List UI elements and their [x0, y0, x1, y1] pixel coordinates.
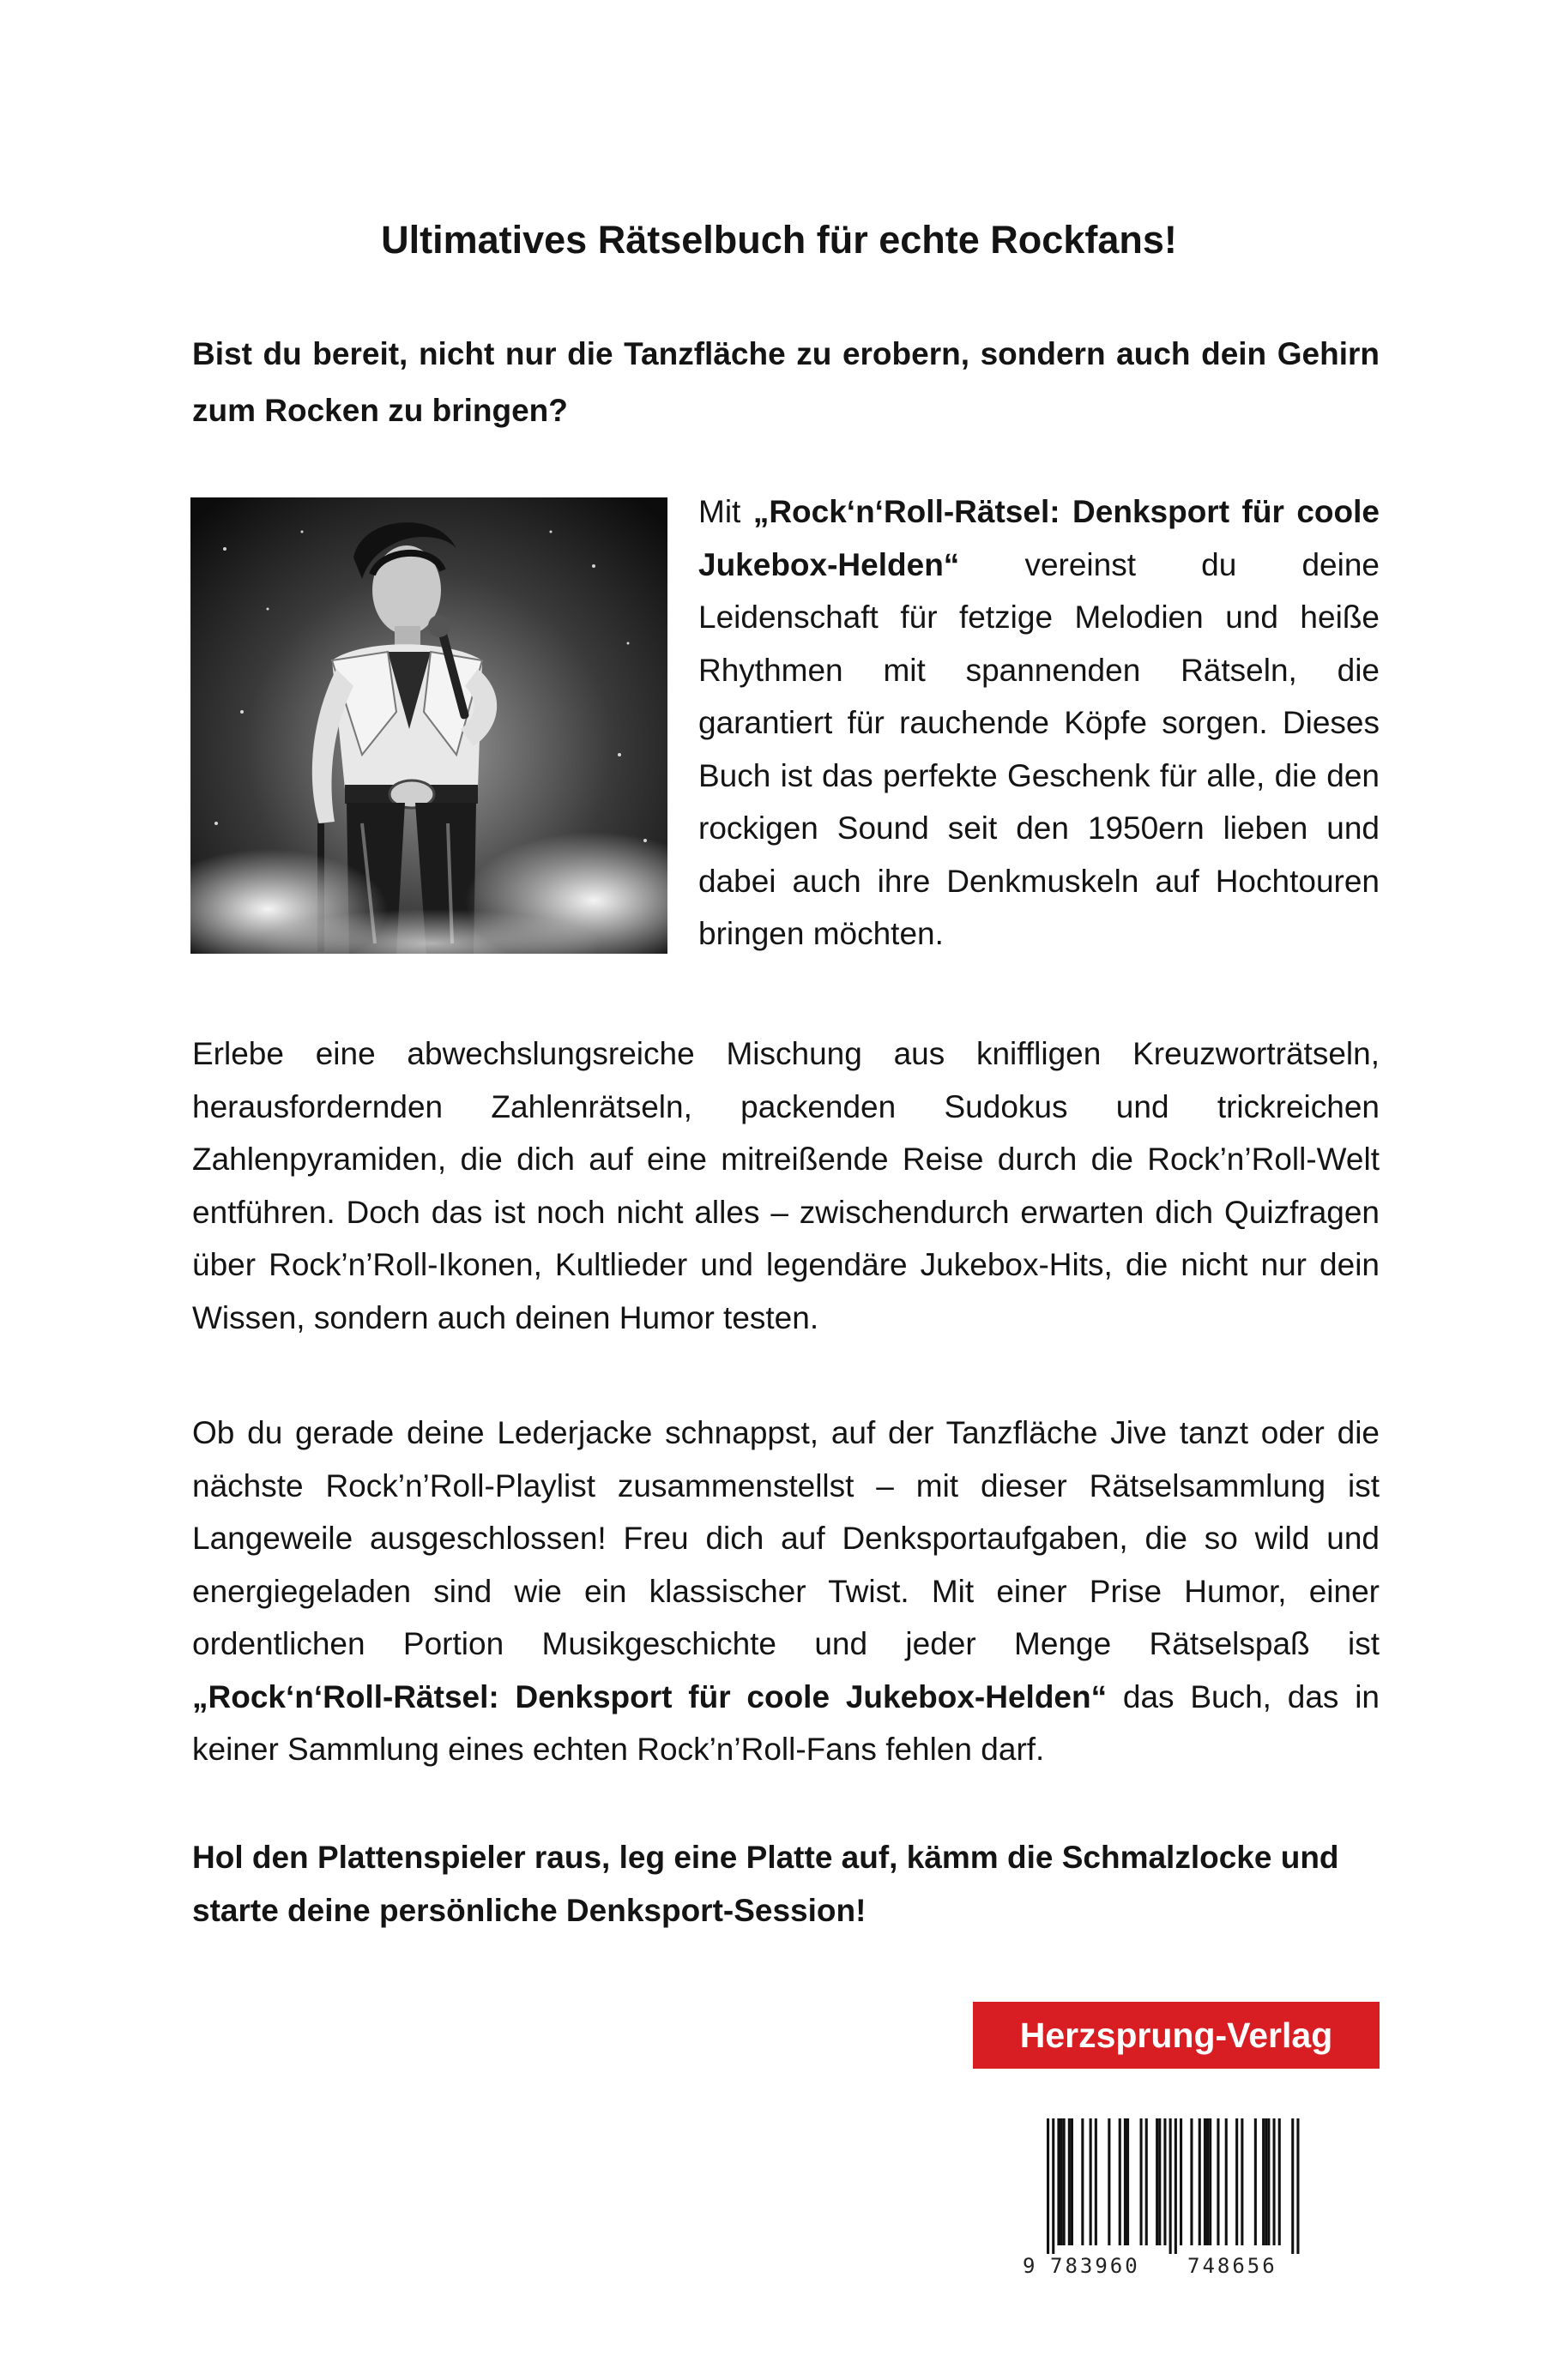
barcode-bar	[1095, 2118, 1097, 2245]
barcode-bar	[1262, 2118, 1265, 2245]
barcode-bar	[1060, 2118, 1063, 2245]
barcode-bar	[1057, 2118, 1060, 2245]
barcode-bar	[1156, 2118, 1158, 2245]
puzzle-mix-paragraph: Erlebe eine abwechslungsreiche Mischung aus kniffligen Kreuzworträtseln, herausfordernden Zahlenrätseln, packenden Sudokus und trickreichen Zahlenpyramiden, die dich auf eine mitreißende Reise durch die Rock’n’Roll-Welt entführen. Doch das ist noch nicht alles – zwischendurch erwarten dich Quizfragen über Rock’n’Roll-Ikonen, Kultlieder und legendäre Jukebox-Hits, die nicht nur dein Wissen, sondern auch deinen Humor testen.	[192, 1036, 1380, 1335]
barcode-bar	[1063, 2118, 1066, 2245]
barcode-bar	[1254, 2118, 1257, 2245]
barcode-bar	[1265, 2118, 1267, 2245]
barcode-bars	[1023, 2110, 1328, 2256]
book-title-inline: „Rock‘n‘Roll-Rätsel: Denksport für coole Jukebox-Helden“	[192, 1678, 1108, 1714]
closing-call-to-action: Hol den Plattenspieler raus, leg eine Platte auf, kämm die Schmalzlocke und starte deine persönliche Denksport-Session!	[192, 1840, 1339, 1928]
barcode-bar	[1163, 2118, 1166, 2245]
barcode-bar	[1119, 2118, 1121, 2245]
barcode-bar	[1068, 2118, 1071, 2245]
barcode-bar	[1124, 2118, 1126, 2245]
book-title-inline: „Rock‘n‘Roll-Rätsel: Denksport für coole Jukebox-Helden“	[698, 494, 1380, 582]
book-description	[698, 485, 1380, 961]
barcode-first-digit: 9	[1023, 2254, 1036, 2278]
barcode-bar	[1190, 2118, 1193, 2245]
barcode-bar	[1241, 2118, 1243, 2245]
barcode-bar	[1206, 2118, 1209, 2245]
barcode-bar	[1235, 2118, 1238, 2245]
barcode-bar	[1273, 2118, 1276, 2245]
isbn-barcode	[1023, 2110, 1328, 2256]
intro-question: Bist du bereit, nicht nur die Tanzfläche zu erobern, sondern auch dein Gehirn zum Rocken zu bringen?	[192, 336, 1380, 428]
barcode-bar	[1291, 2118, 1294, 2254]
isbn-digits	[1023, 2254, 1328, 2280]
barcode-bar	[1126, 2118, 1129, 2245]
barcode-right-group: 748656	[1187, 2254, 1277, 2278]
barcode-bar	[1217, 2118, 1219, 2245]
gift-paragraph-end: das Buch, das in keiner Sammlung eines echten Rock’n’Roll-Fans fehlen darf.	[192, 1678, 1380, 1767]
barcode-bar	[1071, 2118, 1073, 2245]
description-start: Mit	[698, 494, 753, 529]
singer-drawing	[190, 497, 667, 954]
barcode-bar	[1158, 2118, 1161, 2245]
description-rest: vereinst du deine Leidenschaft für fetzige Melodien und heiße Rhythmen mit spannenden Rätseln, die garantiert für rauchende Köpfe sorgen. Dieses Buch ist das perfekte Geschenk für alle, die den rockigen Sound seit den 1950ern lieben und dabei auch ihre Denkmuskeln auf Hochtouren bringen möchten.	[698, 546, 1380, 951]
barcode-left-group: 783960	[1050, 2254, 1140, 2278]
page-title: Ultimatives Rätselbuch für echte Rockfans!	[381, 218, 1177, 262]
barcode-bar	[1047, 2118, 1049, 2254]
barcode-bar	[1199, 2118, 1201, 2245]
barcode-bar	[1296, 2118, 1299, 2254]
barcode-bar	[1175, 2118, 1177, 2254]
publisher-badge: Herzsprung-Verlag	[973, 2002, 1380, 2069]
barcode-bar	[1267, 2118, 1270, 2245]
barcode-bar	[1169, 2118, 1172, 2254]
gift-paragraph-start: Ob du gerade deine Lederjacke schnappst, auf der Tanzfläche Jive tanzt oder die nächste Rock’n’Roll-Playlist zusammenstellst – mit dieser Rätselsammlung ist Langeweile ausgeschlossen! Freu dich auf Denksportaufgaben, die so wild und energiegeladen sind wie ein klassischer Twist. Mit einer Prise Humor, einer ordentlichen Portion Musikgeschichte und jeder Menge Rätselspaß ist	[192, 1415, 1380, 1661]
barcode-bar	[1145, 2118, 1148, 2245]
barcode-bar	[1204, 2118, 1206, 2245]
barcode-bar	[1180, 2118, 1182, 2245]
barcode-bar	[1209, 2118, 1211, 2245]
gift-paragraph	[192, 1407, 1380, 1776]
barcode-bar	[1225, 2118, 1228, 2245]
barcode-bar	[1108, 2118, 1110, 2245]
barcode-bar	[1090, 2118, 1092, 2245]
barcode-bar	[1278, 2118, 1281, 2245]
barcode-bar	[1052, 2118, 1054, 2254]
barcode-bar	[1140, 2118, 1143, 2245]
barcode-bar	[1081, 2118, 1084, 2245]
rock-singer-illustration	[190, 497, 667, 954]
